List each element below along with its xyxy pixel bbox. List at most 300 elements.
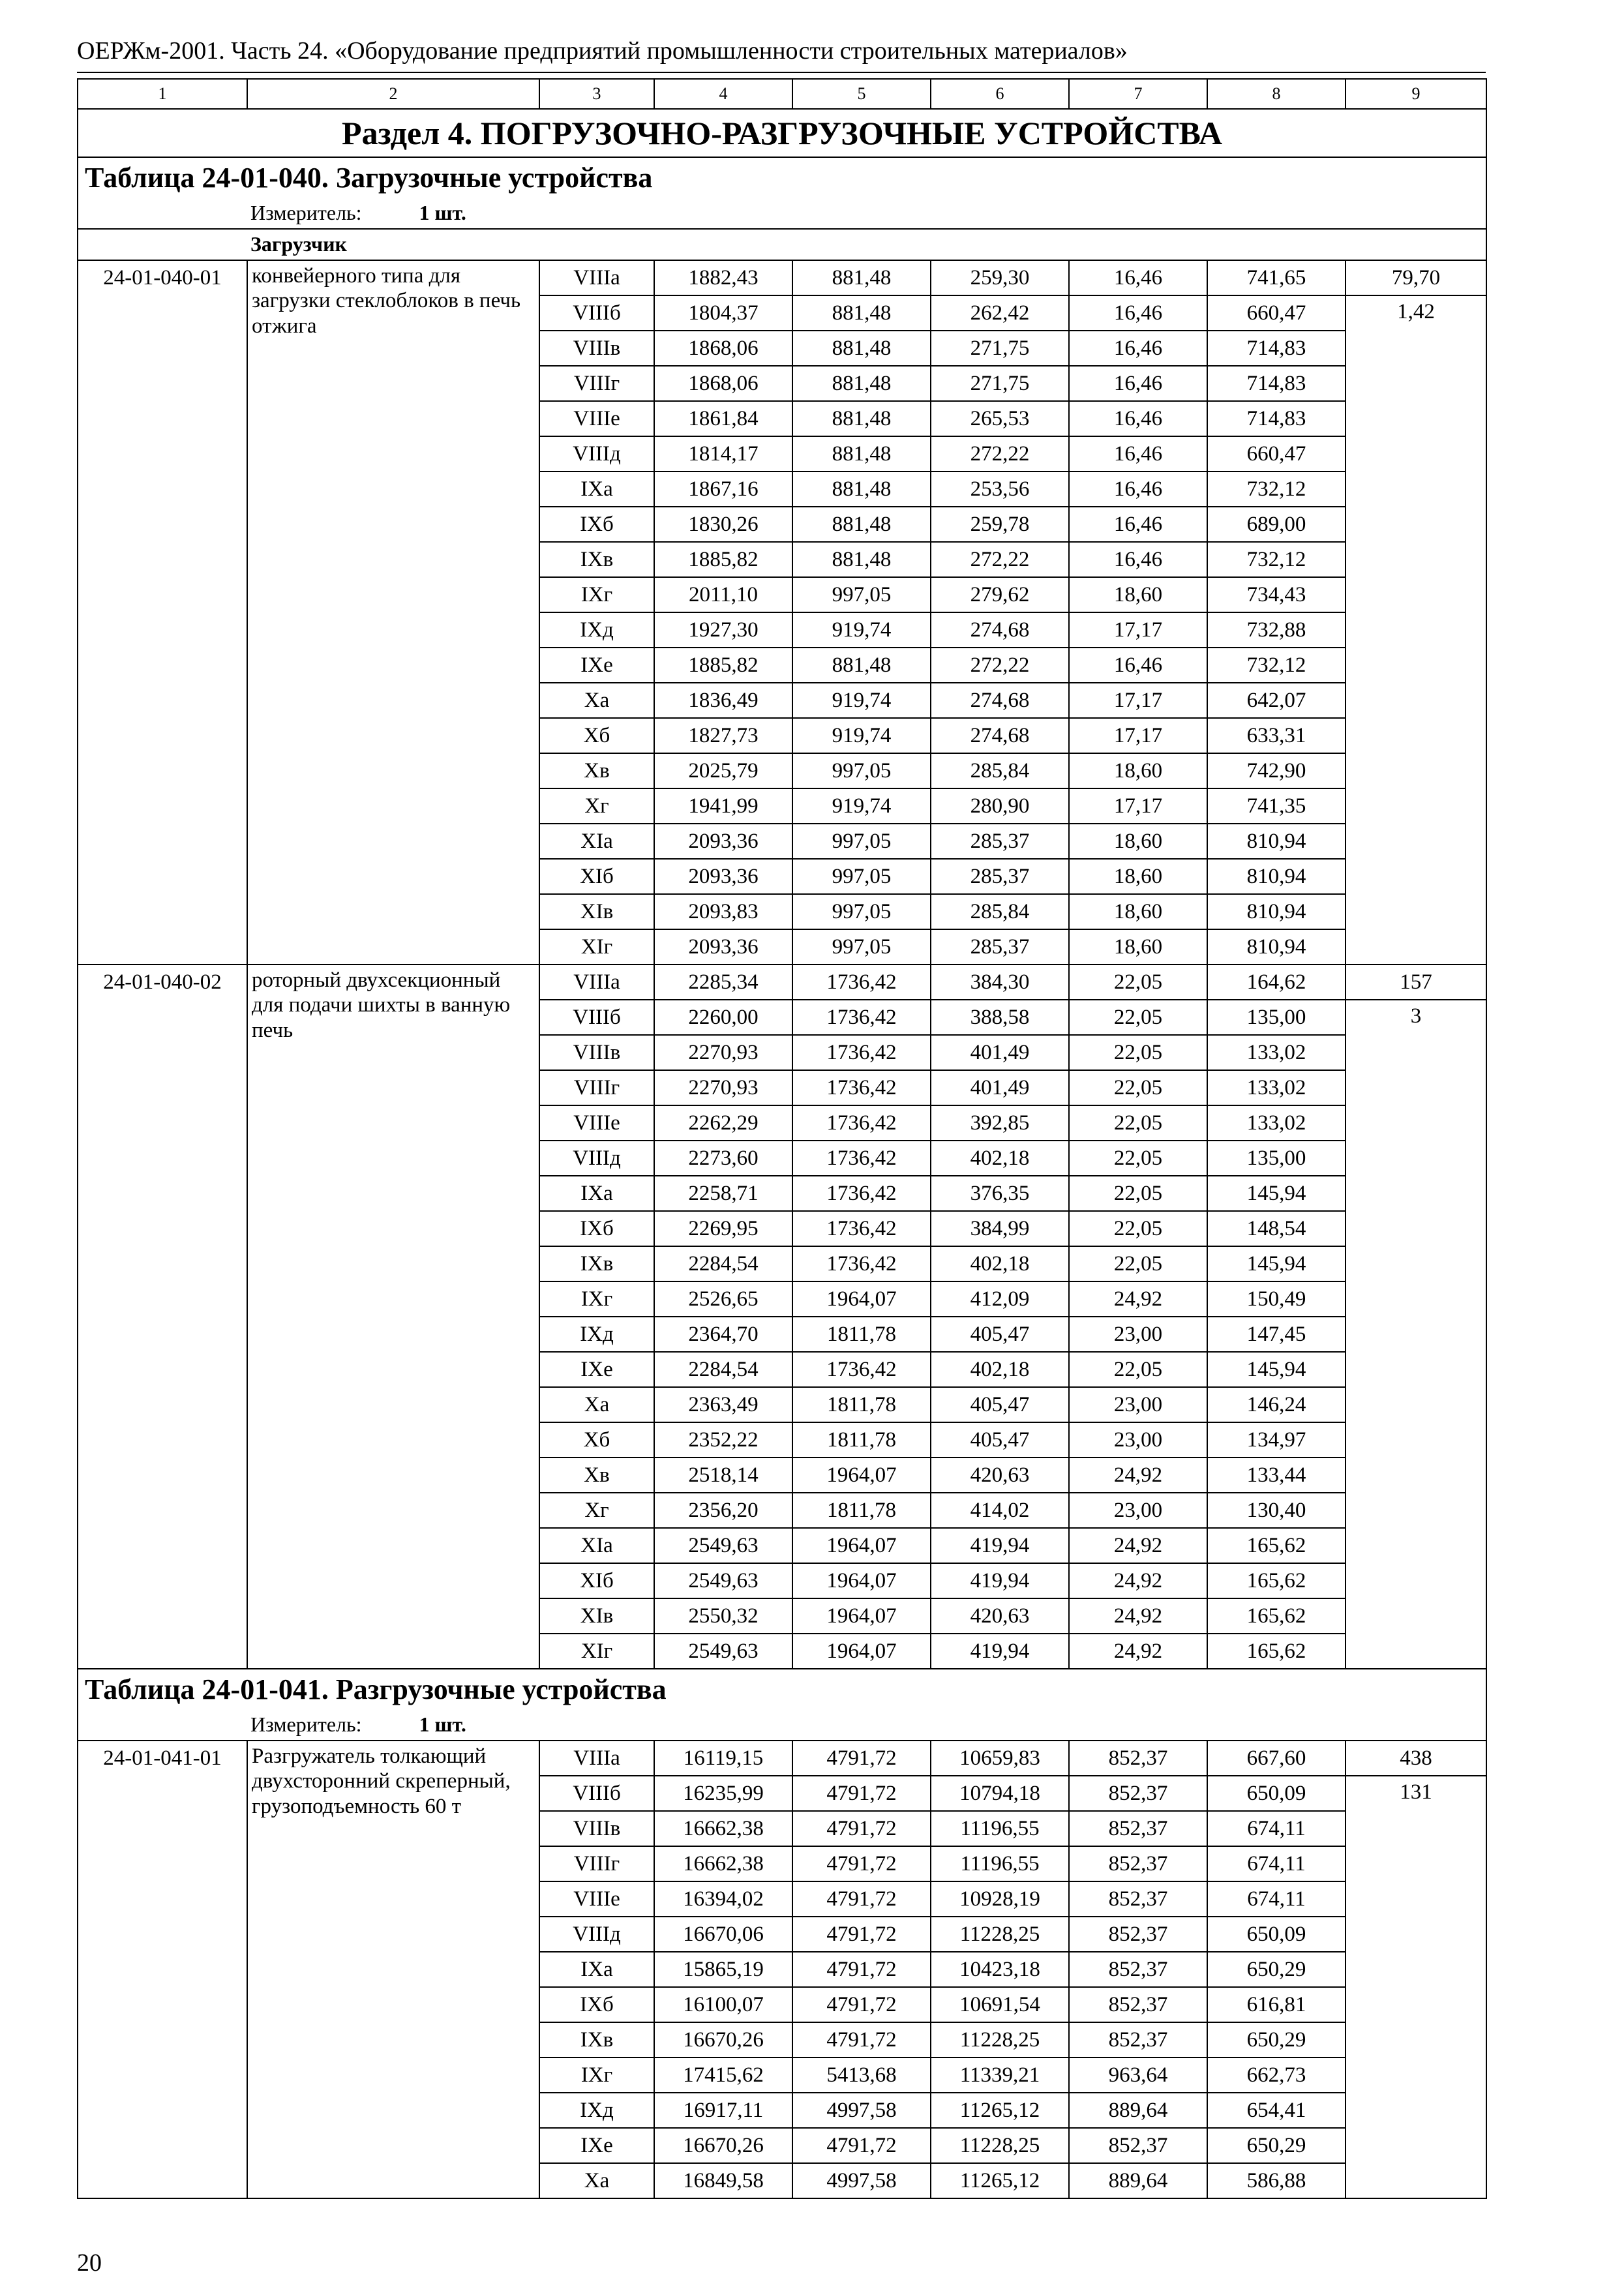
zone-code: IXа: [539, 471, 654, 507]
table-title-row: [78, 1669, 1486, 1710]
wages-cost: 881,48: [792, 436, 931, 471]
page-number: 20: [77, 2249, 102, 2277]
materials-cost: 674,11: [1207, 1811, 1346, 1846]
total-cost: 16100,07: [654, 1987, 792, 2022]
wages-cost: 4791,72: [792, 1952, 931, 1987]
zone-code: VIIIа: [539, 965, 654, 1000]
zone-code: IXб: [539, 507, 654, 542]
wages-cost: 1964,07: [792, 1563, 931, 1598]
wages-cost: 5413,68: [792, 2057, 931, 2093]
wages-cost: 1964,07: [792, 1634, 931, 1669]
wages-cost: 4791,72: [792, 1881, 931, 1917]
meter-cell: [78, 1710, 1486, 1741]
machine-cost: 265,53: [931, 401, 1069, 436]
wages-cost: 881,48: [792, 331, 931, 366]
machinist-wages: 24,92: [1069, 1598, 1207, 1634]
column-number: 4: [654, 79, 792, 109]
materials-cost: 133,02: [1207, 1105, 1346, 1141]
total-cost: 2550,32: [654, 1598, 792, 1634]
materials-cost: 145,94: [1207, 1352, 1346, 1387]
machine-cost: 10659,83: [931, 1741, 1069, 1776]
machinist-wages: 852,37: [1069, 1846, 1207, 1881]
wages-cost: 1811,78: [792, 1317, 931, 1352]
column-number: 9: [1346, 79, 1486, 109]
zone-code: VIIIв: [539, 331, 654, 366]
machine-cost: 285,37: [931, 824, 1069, 859]
wages-cost: 4791,72: [792, 1846, 931, 1881]
machine-cost: 262,42: [931, 295, 1069, 331]
item-code: 24-01-040-02: [78, 965, 247, 1669]
machinist-wages: 22,05: [1069, 1000, 1207, 1035]
zone-code: XIб: [539, 859, 654, 894]
machinist-wages: 17,17: [1069, 788, 1207, 824]
machine-cost: 388,58: [931, 1000, 1069, 1035]
machinist-wages: 852,37: [1069, 1987, 1207, 2022]
zone-code: IXв: [539, 542, 654, 577]
materials-cost: 145,94: [1207, 1246, 1346, 1281]
machine-cost: 271,75: [931, 366, 1069, 401]
total-cost: 2549,63: [654, 1528, 792, 1563]
materials-cost: 732,12: [1207, 542, 1346, 577]
zone-code: IXд: [539, 1317, 654, 1352]
total-cost: 1868,06: [654, 331, 792, 366]
machinist-wages: 18,60: [1069, 929, 1207, 965]
total-cost: 16235,99: [654, 1776, 792, 1811]
machine-cost: 253,56: [931, 471, 1069, 507]
machine-cost: 420,63: [931, 1598, 1069, 1634]
materials-cost: 135,00: [1207, 1000, 1346, 1035]
machinist-wages: 16,46: [1069, 542, 1207, 577]
materials-cost: 714,83: [1207, 331, 1346, 366]
total-cost: 1827,73: [654, 718, 792, 753]
total-cost: 1830,26: [654, 507, 792, 542]
zone-code: IXг: [539, 1281, 654, 1317]
meter-cell: [78, 198, 1486, 229]
machinist-wages: 24,92: [1069, 1458, 1207, 1493]
group-label: Загрузчик: [250, 232, 347, 256]
machinist-wages: 22,05: [1069, 1352, 1207, 1387]
machinist-wages: 17,17: [1069, 612, 1207, 648]
total-cost: 16670,06: [654, 1917, 792, 1952]
wages-cost: 881,48: [792, 471, 931, 507]
wages-cost: 881,48: [792, 260, 931, 295]
column-number: 6: [931, 79, 1069, 109]
total-cost: 1814,17: [654, 436, 792, 471]
wages-cost: 1736,42: [792, 1141, 931, 1176]
section-title-row: [78, 109, 1486, 157]
wages-cost: 4791,72: [792, 1776, 931, 1811]
machinist-wages: 16,46: [1069, 366, 1207, 401]
zone-code: IXд: [539, 2093, 654, 2128]
zone-code: Xб: [539, 1422, 654, 1458]
machinist-wages: 963,64: [1069, 2057, 1207, 2093]
machinist-wages: 17,17: [1069, 718, 1207, 753]
total-cost: 1836,49: [654, 683, 792, 718]
zone-code: IXв: [539, 1246, 654, 1281]
wages-cost: 1736,42: [792, 1000, 931, 1035]
materials-cost: 810,94: [1207, 859, 1346, 894]
wages-cost: 4791,72: [792, 1917, 931, 1952]
machine-cost: 402,18: [931, 1246, 1069, 1281]
total-cost: 1927,30: [654, 612, 792, 648]
machine-cost: 401,49: [931, 1035, 1069, 1070]
machinist-wages: 16,46: [1069, 436, 1207, 471]
wages-cost: 1736,42: [792, 1070, 931, 1105]
materials-cost: 165,62: [1207, 1598, 1346, 1634]
machinist-wages: 23,00: [1069, 1422, 1207, 1458]
table-title: Таблица 24-01-040. Загрузочные устройства: [78, 157, 1486, 198]
machine-cost: 414,02: [931, 1493, 1069, 1528]
total-cost: 2356,20: [654, 1493, 792, 1528]
machinist-wages: 852,37: [1069, 2128, 1207, 2163]
total-cost: 2518,14: [654, 1458, 792, 1493]
zone-code: IXа: [539, 1176, 654, 1211]
total-cost: 2363,49: [654, 1387, 792, 1422]
table-title: Таблица 24-01-041. Разгрузочные устройства: [78, 1669, 1486, 1710]
zone-code: IXа: [539, 1952, 654, 1987]
wages-cost: 1736,42: [792, 1246, 931, 1281]
meter-label: Измеритель:: [250, 201, 362, 225]
machinist-wages: 889,64: [1069, 2093, 1207, 2128]
wages-cost: 4791,72: [792, 1987, 931, 2022]
machine-cost: 11339,21: [931, 2057, 1069, 2093]
machine-cost: 280,90: [931, 788, 1069, 824]
machine-cost: 10423,18: [931, 1952, 1069, 1987]
labor-cost-workers: 79,70: [1346, 260, 1486, 295]
materials-cost: 650,29: [1207, 2022, 1346, 2057]
meter-value: 1 шт.: [419, 201, 466, 225]
zone-code: XIб: [539, 1563, 654, 1598]
total-cost: 2549,63: [654, 1634, 792, 1669]
wages-cost: 997,05: [792, 577, 931, 612]
materials-cost: 810,94: [1207, 894, 1346, 929]
machinist-wages: 18,60: [1069, 753, 1207, 788]
total-cost: 1861,84: [654, 401, 792, 436]
zone-code: VIIIб: [539, 1776, 654, 1811]
machinist-wages: 16,46: [1069, 648, 1207, 683]
materials-cost: 689,00: [1207, 507, 1346, 542]
total-cost: 16670,26: [654, 2128, 792, 2163]
wages-cost: 881,48: [792, 366, 931, 401]
machine-cost: 419,94: [931, 1528, 1069, 1563]
wages-cost: 4791,72: [792, 1741, 931, 1776]
wages-cost: 997,05: [792, 929, 931, 965]
zone-code: XIв: [539, 894, 654, 929]
total-cost: 1868,06: [654, 366, 792, 401]
total-cost: 1882,43: [654, 260, 792, 295]
materials-cost: 810,94: [1207, 929, 1346, 965]
zone-code: VIIIе: [539, 1881, 654, 1917]
total-cost: 2093,36: [654, 929, 792, 965]
materials-cost: 732,88: [1207, 612, 1346, 648]
page-header: ОЕРЖм-2001. Часть 24. «Оборудование предприятий промышленности строительных материалов»: [77, 37, 1128, 65]
total-cost: 1885,82: [654, 648, 792, 683]
machine-cost: 11228,25: [931, 1917, 1069, 1952]
wages-cost: 881,48: [792, 507, 931, 542]
wages-cost: 1736,42: [792, 1352, 931, 1387]
wages-cost: 4997,58: [792, 2163, 931, 2198]
materials-cost: 165,62: [1207, 1528, 1346, 1563]
total-cost: 1867,16: [654, 471, 792, 507]
zone-code: VIIIг: [539, 366, 654, 401]
total-cost: 16917,11: [654, 2093, 792, 2128]
machine-cost: 274,68: [931, 612, 1069, 648]
materials-cost: 165,62: [1207, 1563, 1346, 1598]
zone-code: IXе: [539, 1352, 654, 1387]
materials-cost: 660,47: [1207, 295, 1346, 331]
machine-cost: 274,68: [931, 683, 1069, 718]
materials-cost: 714,83: [1207, 366, 1346, 401]
machine-cost: 272,22: [931, 436, 1069, 471]
materials-cost: 732,12: [1207, 648, 1346, 683]
total-cost: 2269,95: [654, 1211, 792, 1246]
item-description: конвейерного типа для загрузки стеклоблоков в печь отжига: [247, 260, 539, 965]
labor-cost-workers: 157: [1346, 965, 1486, 1000]
zone-code: VIIIа: [539, 260, 654, 295]
price-table-document: [77, 78, 1486, 2199]
column-number-row: [78, 79, 1486, 109]
header-rule: [77, 72, 1486, 73]
column-number: 8: [1207, 79, 1346, 109]
zone-code: VIIIе: [539, 401, 654, 436]
materials-cost: 145,94: [1207, 1176, 1346, 1211]
zone-code: XIа: [539, 824, 654, 859]
wages-cost: 1736,42: [792, 965, 931, 1000]
wages-cost: 1736,42: [792, 1211, 931, 1246]
machinist-wages: 18,60: [1069, 577, 1207, 612]
machinist-wages: 852,37: [1069, 1741, 1207, 1776]
wages-cost: 1736,42: [792, 1176, 931, 1211]
materials-cost: 810,94: [1207, 824, 1346, 859]
machine-cost: 11228,25: [931, 2022, 1069, 2057]
wages-cost: 4997,58: [792, 2093, 931, 2128]
section-title: Раздел 4. ПОГРУЗОЧНО-РАЗГРУЗОЧНЫЕ УСТРОЙСТВА: [78, 109, 1486, 157]
materials-cost: 660,47: [1207, 436, 1346, 471]
zone-code: IXг: [539, 577, 654, 612]
total-cost: 2352,22: [654, 1422, 792, 1458]
materials-cost: 150,49: [1207, 1281, 1346, 1317]
materials-cost: 133,02: [1207, 1035, 1346, 1070]
zone-code: VIIIд: [539, 436, 654, 471]
machine-cost: 259,30: [931, 260, 1069, 295]
machine-cost: 419,94: [931, 1634, 1069, 1669]
total-cost: 2549,63: [654, 1563, 792, 1598]
column-number: 3: [539, 79, 654, 109]
machinist-wages: 23,00: [1069, 1493, 1207, 1528]
machine-cost: 10928,19: [931, 1881, 1069, 1917]
wages-cost: 919,74: [792, 788, 931, 824]
materials-cost: 147,45: [1207, 1317, 1346, 1352]
machine-cost: 384,30: [931, 965, 1069, 1000]
wages-cost: 997,05: [792, 753, 931, 788]
zone-code: Xа: [539, 2163, 654, 2198]
zone-code: Xб: [539, 718, 654, 753]
machinist-wages: 852,37: [1069, 2022, 1207, 2057]
materials-cost: 133,44: [1207, 1458, 1346, 1493]
total-cost: 2284,54: [654, 1352, 792, 1387]
materials-cost: 146,24: [1207, 1387, 1346, 1422]
total-cost: 16849,58: [654, 2163, 792, 2198]
materials-cost: 130,40: [1207, 1493, 1346, 1528]
materials-cost: 650,29: [1207, 2128, 1346, 2163]
machinist-wages: 18,60: [1069, 859, 1207, 894]
zone-code: VIIIд: [539, 1917, 654, 1952]
labor-cost-machinists: 3: [1346, 1000, 1486, 1669]
item-description: роторный двухсекционный для подачи шихты в ванную печь: [247, 965, 539, 1669]
total-cost: 2270,93: [654, 1035, 792, 1070]
zone-code: VIIIб: [539, 295, 654, 331]
machine-cost: 401,49: [931, 1070, 1069, 1105]
wages-cost: 919,74: [792, 718, 931, 753]
machine-cost: 271,75: [931, 331, 1069, 366]
wages-cost: 919,74: [792, 683, 931, 718]
zone-code: VIIIе: [539, 1105, 654, 1141]
zone-code: IXб: [539, 1987, 654, 2022]
wages-cost: 1964,07: [792, 1281, 931, 1317]
machine-cost: 405,47: [931, 1387, 1069, 1422]
materials-cost: 654,41: [1207, 2093, 1346, 2128]
wages-cost: 881,48: [792, 401, 931, 436]
materials-cost: 650,29: [1207, 1952, 1346, 1987]
total-cost: 16662,38: [654, 1811, 792, 1846]
total-cost: 2258,71: [654, 1176, 792, 1211]
machine-cost: 402,18: [931, 1352, 1069, 1387]
machinist-wages: 22,05: [1069, 1105, 1207, 1141]
machine-cost: 272,22: [931, 648, 1069, 683]
zone-code: Xв: [539, 753, 654, 788]
materials-cost: 742,90: [1207, 753, 1346, 788]
machinist-wages: 852,37: [1069, 1811, 1207, 1846]
wages-cost: 881,48: [792, 295, 931, 331]
materials-cost: 667,60: [1207, 1741, 1346, 1776]
machinist-wages: 852,37: [1069, 1881, 1207, 1917]
machinist-wages: 24,92: [1069, 1528, 1207, 1563]
machinist-wages: 24,92: [1069, 1634, 1207, 1669]
wages-cost: 4791,72: [792, 2022, 931, 2057]
wages-cost: 1736,42: [792, 1105, 931, 1141]
machinist-wages: 18,60: [1069, 824, 1207, 859]
table-row: [78, 965, 1486, 1000]
machinist-wages: 23,00: [1069, 1317, 1207, 1352]
column-number: 1: [78, 79, 247, 109]
machine-cost: 420,63: [931, 1458, 1069, 1493]
item-description: Разгружатель толкающий двухсторонний скреперный, грузоподъемность 60 т: [247, 1741, 539, 2198]
materials-cost: 674,11: [1207, 1846, 1346, 1881]
zone-code: Xа: [539, 683, 654, 718]
total-cost: 2526,65: [654, 1281, 792, 1317]
total-cost: 16670,26: [654, 2022, 792, 2057]
zone-code: VIIIв: [539, 1811, 654, 1846]
machinist-wages: 23,00: [1069, 1387, 1207, 1422]
total-cost: 2273,60: [654, 1141, 792, 1176]
machine-cost: 405,47: [931, 1317, 1069, 1352]
machine-cost: 285,37: [931, 859, 1069, 894]
wages-cost: 1964,07: [792, 1528, 931, 1563]
materials-cost: 165,62: [1207, 1634, 1346, 1669]
materials-cost: 148,54: [1207, 1211, 1346, 1246]
materials-cost: 650,09: [1207, 1917, 1346, 1952]
machine-cost: 11265,12: [931, 2163, 1069, 2198]
price-table: [77, 78, 1487, 2199]
wages-cost: 1964,07: [792, 1598, 931, 1634]
total-cost: 17415,62: [654, 2057, 792, 2093]
total-cost: 16119,15: [654, 1741, 792, 1776]
materials-cost: 741,65: [1207, 260, 1346, 295]
total-cost: 2285,34: [654, 965, 792, 1000]
machinist-wages: 16,46: [1069, 401, 1207, 436]
machinist-wages: 16,46: [1069, 260, 1207, 295]
item-code: 24-01-040-01: [78, 260, 247, 965]
materials-cost: 134,97: [1207, 1422, 1346, 1458]
zone-code: Xг: [539, 788, 654, 824]
total-cost: 16662,38: [654, 1846, 792, 1881]
total-cost: 1885,82: [654, 542, 792, 577]
zone-code: XIв: [539, 1598, 654, 1634]
machinist-wages: 24,92: [1069, 1281, 1207, 1317]
total-cost: 2025,79: [654, 753, 792, 788]
zone-code: VIIIг: [539, 1070, 654, 1105]
total-cost: 1941,99: [654, 788, 792, 824]
machinist-wages: 22,05: [1069, 1246, 1207, 1281]
machinist-wages: 22,05: [1069, 1211, 1207, 1246]
machinist-wages: 24,92: [1069, 1563, 1207, 1598]
machine-cost: 405,47: [931, 1422, 1069, 1458]
machinist-wages: 22,05: [1069, 1141, 1207, 1176]
wages-cost: 1811,78: [792, 1493, 931, 1528]
materials-cost: 674,11: [1207, 1881, 1346, 1917]
column-number: 2: [247, 79, 539, 109]
group-title: [78, 229, 1486, 260]
zone-code: IXв: [539, 2022, 654, 2057]
machine-cost: 285,84: [931, 894, 1069, 929]
machinist-wages: 17,17: [1069, 683, 1207, 718]
table-body: [78, 79, 1486, 2198]
materials-cost: 741,35: [1207, 788, 1346, 824]
zone-code: VIIIг: [539, 1846, 654, 1881]
materials-cost: 616,81: [1207, 1987, 1346, 2022]
total-cost: 2093,83: [654, 894, 792, 929]
machine-cost: 412,09: [931, 1281, 1069, 1317]
total-cost: 15865,19: [654, 1952, 792, 1987]
meter-value: 1 шт.: [419, 1713, 466, 1737]
total-cost: 2011,10: [654, 577, 792, 612]
materials-cost: 734,43: [1207, 577, 1346, 612]
machinist-wages: 852,37: [1069, 1917, 1207, 1952]
zone-code: XIг: [539, 929, 654, 965]
materials-cost: 650,09: [1207, 1776, 1346, 1811]
total-cost: 2284,54: [654, 1246, 792, 1281]
machinist-wages: 16,46: [1069, 507, 1207, 542]
machinist-wages: 16,46: [1069, 295, 1207, 331]
materials-cost: 133,02: [1207, 1070, 1346, 1105]
total-cost: 2262,29: [654, 1105, 792, 1141]
total-cost: 2093,36: [654, 824, 792, 859]
machinist-wages: 16,46: [1069, 471, 1207, 507]
machine-cost: 392,85: [931, 1105, 1069, 1141]
zone-code: VIIIа: [539, 1741, 654, 1776]
total-cost: 1804,37: [654, 295, 792, 331]
wages-cost: 919,74: [792, 612, 931, 648]
column-number: 7: [1069, 79, 1207, 109]
machinist-wages: 22,05: [1069, 1176, 1207, 1211]
zone-code: IXб: [539, 1211, 654, 1246]
labor-cost-machinists: 1,42: [1346, 295, 1486, 965]
meter-row: [78, 198, 1486, 229]
total-cost: 2364,70: [654, 1317, 792, 1352]
zone-code: VIIIб: [539, 1000, 654, 1035]
zone-code: IXе: [539, 648, 654, 683]
machine-cost: 419,94: [931, 1563, 1069, 1598]
